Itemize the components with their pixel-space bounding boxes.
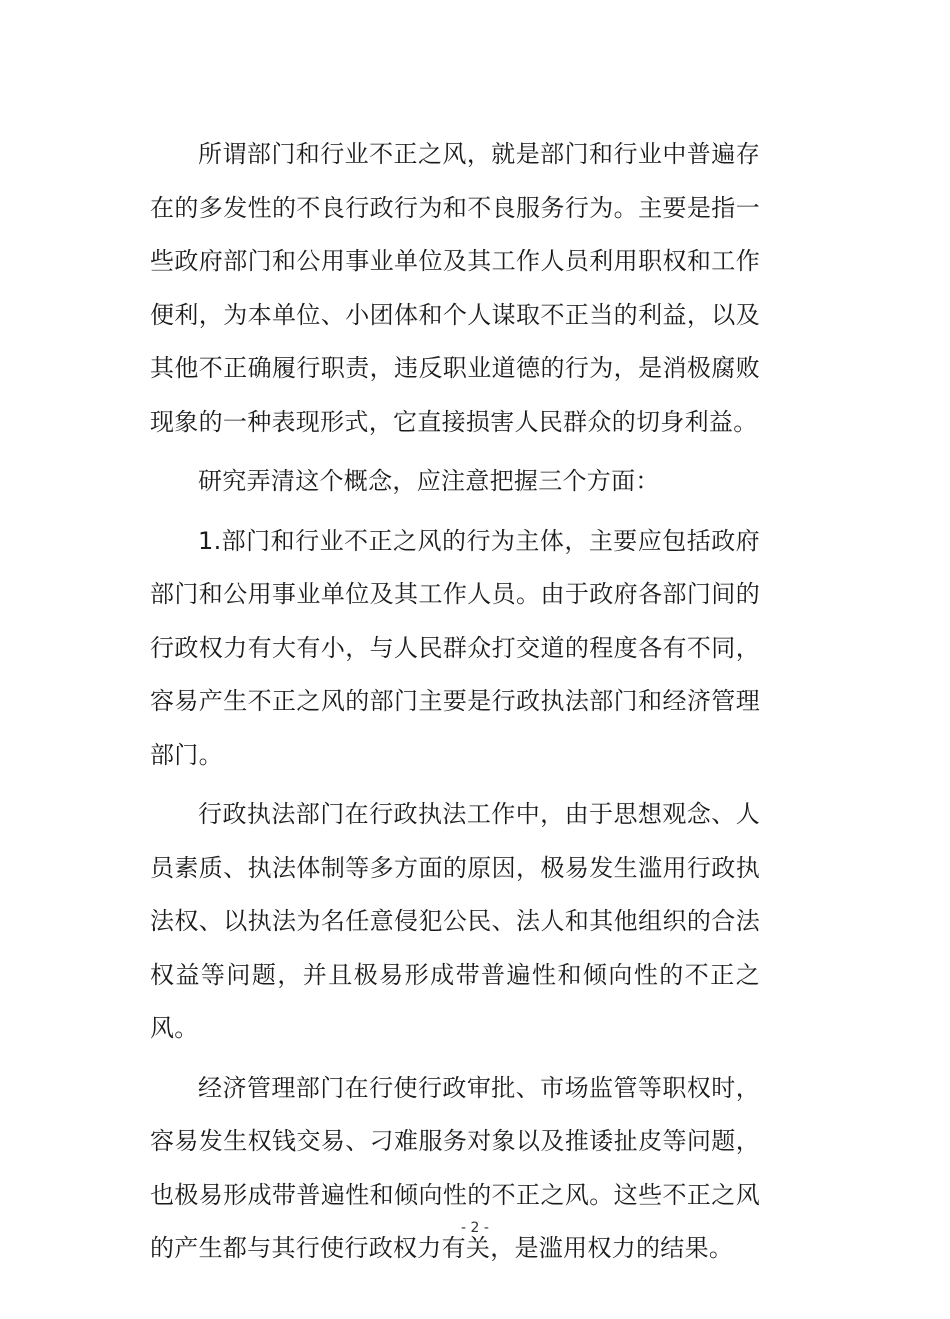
document-body <box>150 128 760 1276</box>
paragraph-three-aspects-intro: 研究弄清这个概念，应注意把握三个方面： <box>198 467 660 495</box>
paragraph-law-enforcement: 行政执法部门在行政执法工作中，由于思想观念、人员素质、执法体制等多方面的原因，极易发生滥用行政执法权、以执法为名任意侵犯公民、法人和其他组织的合法权益等问题，并且极易形成带普遍性和倾向性的不正之风。 <box>150 800 760 1042</box>
page-number: - 2 - <box>461 1220 489 1236</box>
paragraph-economic-management: 经济管理部门在行使行政审批、市场监管等职权时，容易发生权钱交易、刁难服务对象以及推诿扯皮等问题，也极易形成带普遍性和倾向性的不正之风。这些不正之风的产生都与其行使行政权力有关，是滥用权力的结果。 <box>150 1073 760 1262</box>
paragraph-point-one: 1.部门和行业不正之风的行为主体，主要应包括政府部门和公用事业单位及其工作人员。由于政府各部门间的行政权力有大有小，与人民群众打交道的程度各有不同，容易产生不正之风的部门主要是行政执法部门和经济管理部门。 <box>150 526 760 769</box>
paragraph-definition: 所谓部门和行业不正之风，就是部门和行业中普遍存在的多发性的不良行政行为和不良服务行为。主要是指一些政府部门和公用事业单位及其工作人员利用职权和工作便利，为本单位、小团体和个人谋取不正当的利益，以及其他不正确履行职责，违反职业道德的行为，是消极腐败现象的一种表现形式，它直接损害人民群众的切身利益。 <box>150 140 760 436</box>
